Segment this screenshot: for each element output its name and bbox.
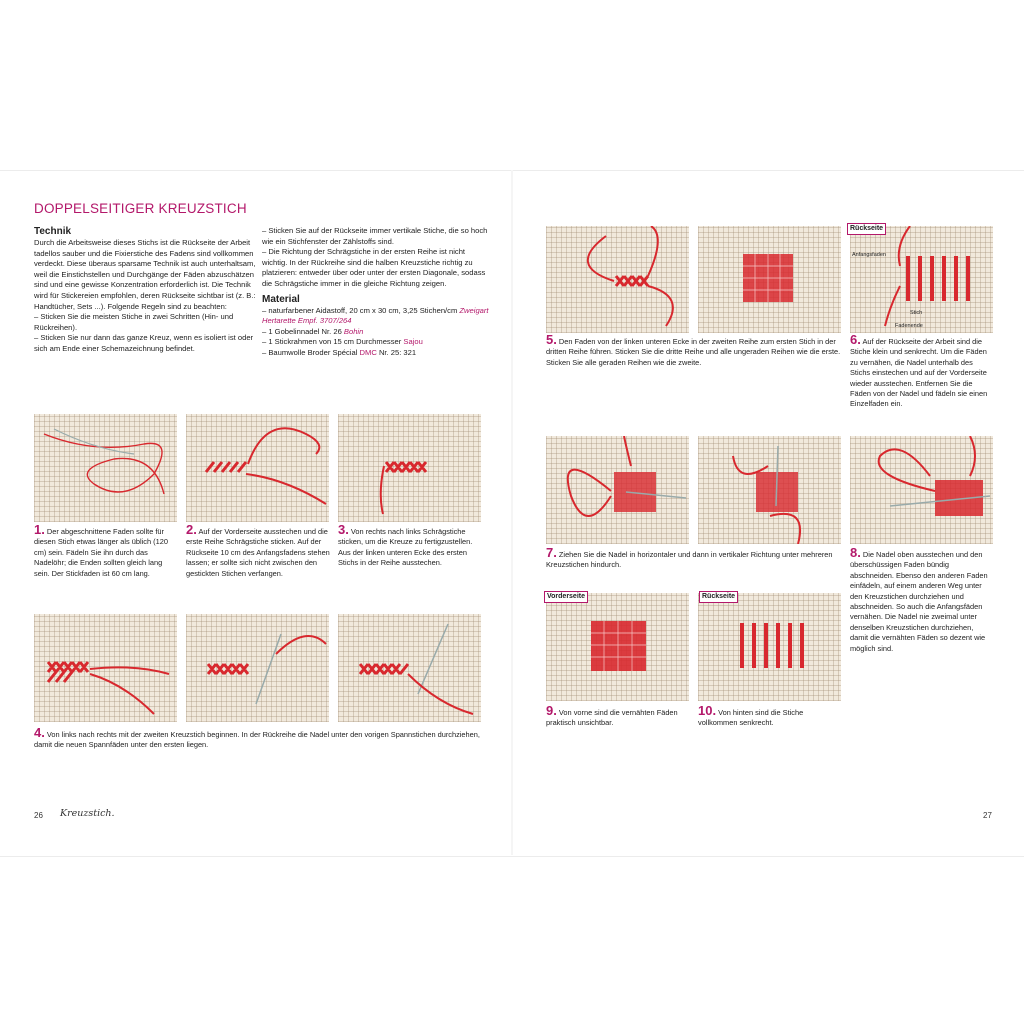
step-9-caption: 9. Von vorne sind die vernähten Fäden praktisch unsichtbar. bbox=[546, 703, 678, 728]
material-needle-brand: Bohin bbox=[343, 326, 364, 336]
left-page-number: 26 bbox=[34, 811, 43, 820]
page-title: DOPPELSEITIGER KREUZSTICH bbox=[34, 201, 247, 216]
material-hoop-brand: Sajou bbox=[403, 337, 423, 347]
fadenende-label: Fadenende bbox=[895, 323, 923, 329]
gutter bbox=[511, 170, 513, 855]
material-item bbox=[262, 306, 490, 327]
material-cotton: – Baumwolle Broder Spécial bbox=[262, 347, 358, 357]
rule-one: – Sticken Sie nur dann das ganze Kreuz, wenn es isoliert ist oder sich am Ende einer Schemazeichnung befindet. bbox=[34, 333, 254, 353]
material-cotton-brand: DMC bbox=[359, 347, 377, 357]
step-2-photo bbox=[186, 414, 329, 522]
step-8-photo bbox=[850, 436, 993, 544]
material-cotton-number: Nr. 25: 321 bbox=[378, 347, 417, 357]
material-needle: – 1 Gobelinnadel Nr. 26 bbox=[262, 326, 342, 336]
step-9-photo bbox=[546, 593, 689, 701]
step-3-caption: 3. Von rechts nach links Schrägstiche sticken, um die Kreuze zu fertigzustellen. Aus der linken unteren Ecke des ersten Stichs in der Reihe ausstechen. bbox=[338, 522, 473, 568]
step-3-photo bbox=[338, 414, 481, 522]
material-fabric-brand: Zweigart Hertarette Empf. 3707/264 bbox=[262, 305, 489, 326]
rueckseite-label: Rückseite bbox=[847, 223, 886, 235]
step-4a-photo bbox=[34, 614, 177, 722]
rueckseite-label-2: Rückseite bbox=[699, 591, 738, 603]
step-5b-photo bbox=[698, 226, 841, 333]
rule-zero: – Sticken Sie die meisten Stiche in zwei Schritten (Hin- und Rückreihen). bbox=[34, 312, 234, 332]
step-6-caption: 6. Auf der Rückseite der Arbeit sind die Stiche klein und senkrecht. Um die Fäden zu vernähen, die Nadel unterhalb des Stichs einstechen und auf der Vorderseite wieder ausstechen. Entfernen Sie die Fäden von der Nadel und fädeln sie einen Einzelfaden ein. bbox=[850, 332, 988, 409]
step-2-caption: 2. Auf der Vorderseite ausstechen und die erste Reihe Schrägstiche sticken. Auf der Rückseite 10 cm des Anfangsfadens stehen lassen; er sollte sich nicht zwischen den gestickten Stichen verfangen. bbox=[186, 522, 330, 578]
step-4b-photo bbox=[186, 614, 329, 722]
material-heading: Material bbox=[262, 293, 300, 305]
step-7-caption: 7. Ziehen Sie die Nadel in horizontaler und dann in vertikaler Richtung unter mehreren Kreuzstichen hindurch. bbox=[546, 545, 833, 570]
step-10-photo bbox=[698, 593, 841, 701]
step-8-caption: 8. Die Nadel oben ausstechen und den überschüssigen Faden bündig abschneiden. Ebenso den anderen Faden einfädeln, auf einem anderen Weg unter den Kreuzstichen durchziehen und abschneiden. So auch die Anfangsfäden vernähen. Die Nadel nie zweimal unter denselben Kreuzstichen durchziehen, damit die vernähten Fäden so dezent wie möglich sind. bbox=[850, 545, 988, 653]
step-6-photo bbox=[850, 226, 993, 333]
step-7a-photo bbox=[546, 436, 689, 544]
step-10-caption: 10. Von hinten sind die Stiche vollkommen senkrecht. bbox=[698, 703, 804, 728]
rules-column bbox=[262, 226, 490, 359]
rule-two: – Sticken Sie auf der Rückseite immer vertikale Stiche, die so hoch wie ein Stichfenster der Zählstoffs sind. bbox=[262, 226, 488, 246]
step-5-caption: 5. Den Faden von der linken unteren Ecke in der zweiten Reihe zum ersten Stich in der dritten Reihe führen. Sticken Sie die dritte Reihe und alle ungeraden Reihen wie die erste. Sticken Sie alle geraden Reihen wie die zweite. bbox=[546, 332, 841, 367]
vorderseite-label: Vorderseite bbox=[544, 591, 588, 603]
material-hoop: – 1 Stickrahmen von 15 cm Durchmesser bbox=[262, 337, 402, 347]
step-7b-photo bbox=[698, 436, 841, 544]
anfangsfaden-label: Anfangsfaden bbox=[852, 252, 886, 258]
technik-column bbox=[34, 226, 256, 355]
rule-three: – Die Richtung der Schrägstiche in der ersten Reihe ist nicht wichtig. In der Rückreihe sind die halben Kreuzstiche richtig zu platzieren: entweder über oder unter der ersten Diagonale, sodass die Schrägstiche immer in die gleiche Richtung zeigen. bbox=[262, 247, 486, 288]
stich-label: Stich bbox=[910, 310, 923, 316]
right-page-number: 27 bbox=[983, 811, 992, 820]
material-item bbox=[262, 327, 490, 338]
material-fabric: – naturfarbener Aidastoff, 20 cm x 30 cm, 3,25 Stichen/cm bbox=[262, 305, 458, 315]
technik-heading: Technik bbox=[34, 226, 72, 237]
step-1-caption: 1. Der abgeschnittene Faden sollte für diesen Stich etwas länger als üblich (120 cm) sein. Fädeln Sie ihn durch das Nadelöhr; die Enden sollten gleich lang sein. Der Stickfaden ist 60 cm lang. bbox=[34, 522, 168, 578]
step-1-photo bbox=[34, 414, 177, 522]
material-item bbox=[262, 337, 490, 348]
step-4-caption: 4. Von links nach rechts mit der zweiten Kreuzstich beginnen. In der Rückreihe die Nadel unter den vorigen Spannstichen durchziehen, damit die neuen Spannfäden unter den ersten liegen. bbox=[34, 725, 480, 750]
technik-text: Durch die Arbeitsweise dieses Stichs ist die Rückseite der Arbeit tadellos sauber und die Fixierstiche des Fadens sind vollkommen verdeckt. Diese überaus sparsame Technik ist auch unterhaltsam, weil die Einstichstellen und Durchgänge der Fäden abzuschätzen sind und eine gewisse Konzentration erforderlich ist. Die Technik wird für Stickereien empfohlen, deren Rückseite sichtbar ist (z. B.: Handtücher, Sets ...). Folgende Regeln sind zu beachten: bbox=[34, 238, 256, 311]
book-brand: Kreuzstich. bbox=[60, 808, 115, 819]
step-4c-photo bbox=[338, 614, 481, 722]
step-5a-photo bbox=[546, 226, 689, 333]
material-item bbox=[262, 348, 490, 359]
